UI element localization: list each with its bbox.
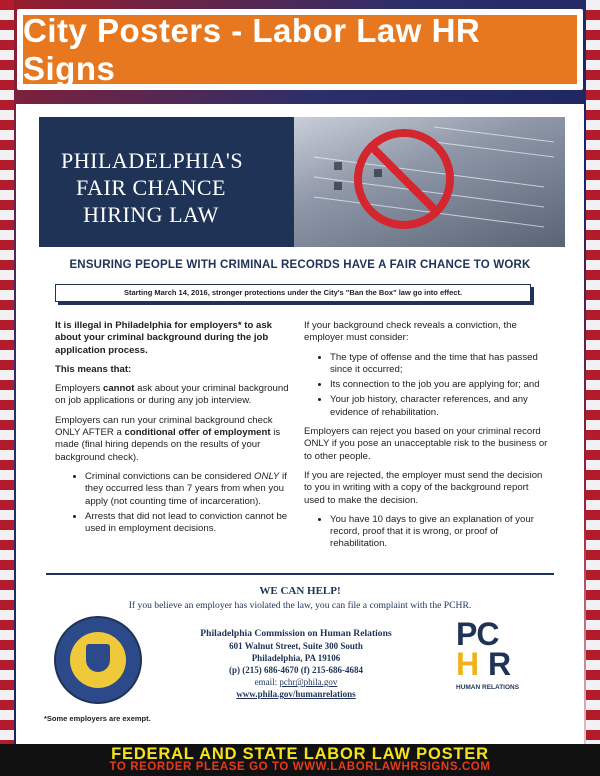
poster (16, 104, 584, 744)
effective-date-banner: Starting March 14, 2016, stronger protections under the City's "Ban the Box" law go into effect. (55, 284, 531, 302)
web-line (166, 688, 426, 700)
text: Employers (55, 383, 103, 395)
contact-block (166, 628, 426, 700)
list-item: • Arrests that did not lead to conviction cannot be used in employment decisions. (85, 511, 295, 536)
paragraph: Employers can reject you based on your criminal record ONLY if you pose an unacceptable risk to the business or to other people. (304, 426, 548, 462)
logo-r: R (488, 646, 512, 682)
logo-subtitle: HUMAN RELATIONS (456, 684, 520, 691)
seal-center (70, 632, 126, 688)
divider (46, 573, 554, 575)
hero-banner (39, 117, 565, 247)
paragraph (55, 415, 295, 464)
email-label: email: (254, 677, 280, 687)
paragraph: If your background check reveals a conviction, the employer must consider: (304, 320, 517, 344)
street-address: 601 Walnut Street, Suite 300 South (229, 641, 363, 651)
help-title: WE CAN HELP! (259, 585, 341, 597)
site-header (17, 9, 583, 90)
text: Criminal convictions can be considered (85, 470, 255, 482)
header-banner (23, 11, 577, 87)
city-seal-icon (54, 616, 142, 704)
intro-statement: It is illegal in Philadelphia for employers* to ask about your criminal background during the job application process. (55, 320, 272, 356)
subheading: ENSURING PEOPLE WITH CRIMINAL RECORDS HAVE A FAIR CHANCE TO WORK (69, 259, 531, 271)
shield-icon (86, 644, 110, 672)
city-address: Philadelphia, PA 19106 (251, 653, 341, 663)
phone: (p) (215) 686-4670 (f) 215-686-4684 (229, 665, 363, 675)
bullet-list (304, 514, 549, 551)
bullet-list (304, 352, 549, 419)
help-text: If you believe an employer has violated the law, you can file a complaint with the PCHR. (128, 600, 472, 611)
text: if they occurred less than 7 years from when you apply (not counting time of incarceration). (85, 470, 287, 507)
flag-stripes-right (586, 0, 600, 776)
header-title: City Posters - Labor Law HR Signs (23, 11, 481, 87)
this-means-label: This means that: (55, 363, 132, 375)
list-item (85, 471, 295, 508)
text: ask about your criminal background on job applications or during any job interview. (55, 383, 289, 407)
emphasis: ONLY (254, 470, 280, 482)
application-form-photo (294, 117, 565, 247)
flag-stripes-left (0, 0, 14, 776)
pchr-logo (456, 616, 528, 696)
list-item: • Its connection to the job you are applying for; and (330, 379, 549, 391)
paragraph: If you are rejected, the employer must send the decision to you in writing with a copy of the background report used to make the decision. (304, 469, 543, 506)
footnote: *Some employers are exempt. (44, 714, 151, 723)
text: Employers can run your criminal background check ONLY AFTER a (55, 414, 273, 439)
logo-pc: PC (456, 616, 499, 652)
emphasis: conditional offer of employment (124, 427, 271, 439)
email-link[interactable]: pchr@phila.gov (279, 677, 338, 687)
list-item: • You have 10 days to give an explanation of your record, proof that it is wrong, or proof of rehabilitation. (330, 514, 549, 551)
list-item: • Your job history, character references, and any evidence of rehabilitation. (330, 394, 549, 419)
no-symbol-icon (294, 117, 565, 247)
footer-line-2[interactable]: TO REORDER PLEASE GO TO WWW.LABORLAWHRSIGNS.COM (109, 761, 491, 773)
hero-title (61, 147, 244, 228)
logo-h: H (456, 646, 479, 682)
left-column (55, 320, 295, 542)
hero-title-line: FAIR CHANCE (76, 175, 226, 200)
website-link[interactable]: www.phila.gov/humanrelations (236, 689, 356, 699)
bullet-list (55, 471, 295, 535)
hero-title-line: HIRING LAW (83, 202, 219, 227)
text: is made (final hiring depends on the results of your background check). (55, 427, 281, 463)
hero-title-line: PHILADELPHIA'S (61, 148, 244, 173)
emphasis: cannot (102, 383, 135, 395)
org-name: Philadelphia Commission on Human Relations (200, 628, 392, 639)
footer-line-1: FEDERAL AND STATE LABOR LAW POSTER (111, 745, 489, 763)
paragraph (55, 383, 295, 408)
email-line (166, 676, 426, 688)
list-item: • The type of offense and the time that has passed since it occurred; (330, 352, 549, 377)
right-column (304, 320, 549, 558)
